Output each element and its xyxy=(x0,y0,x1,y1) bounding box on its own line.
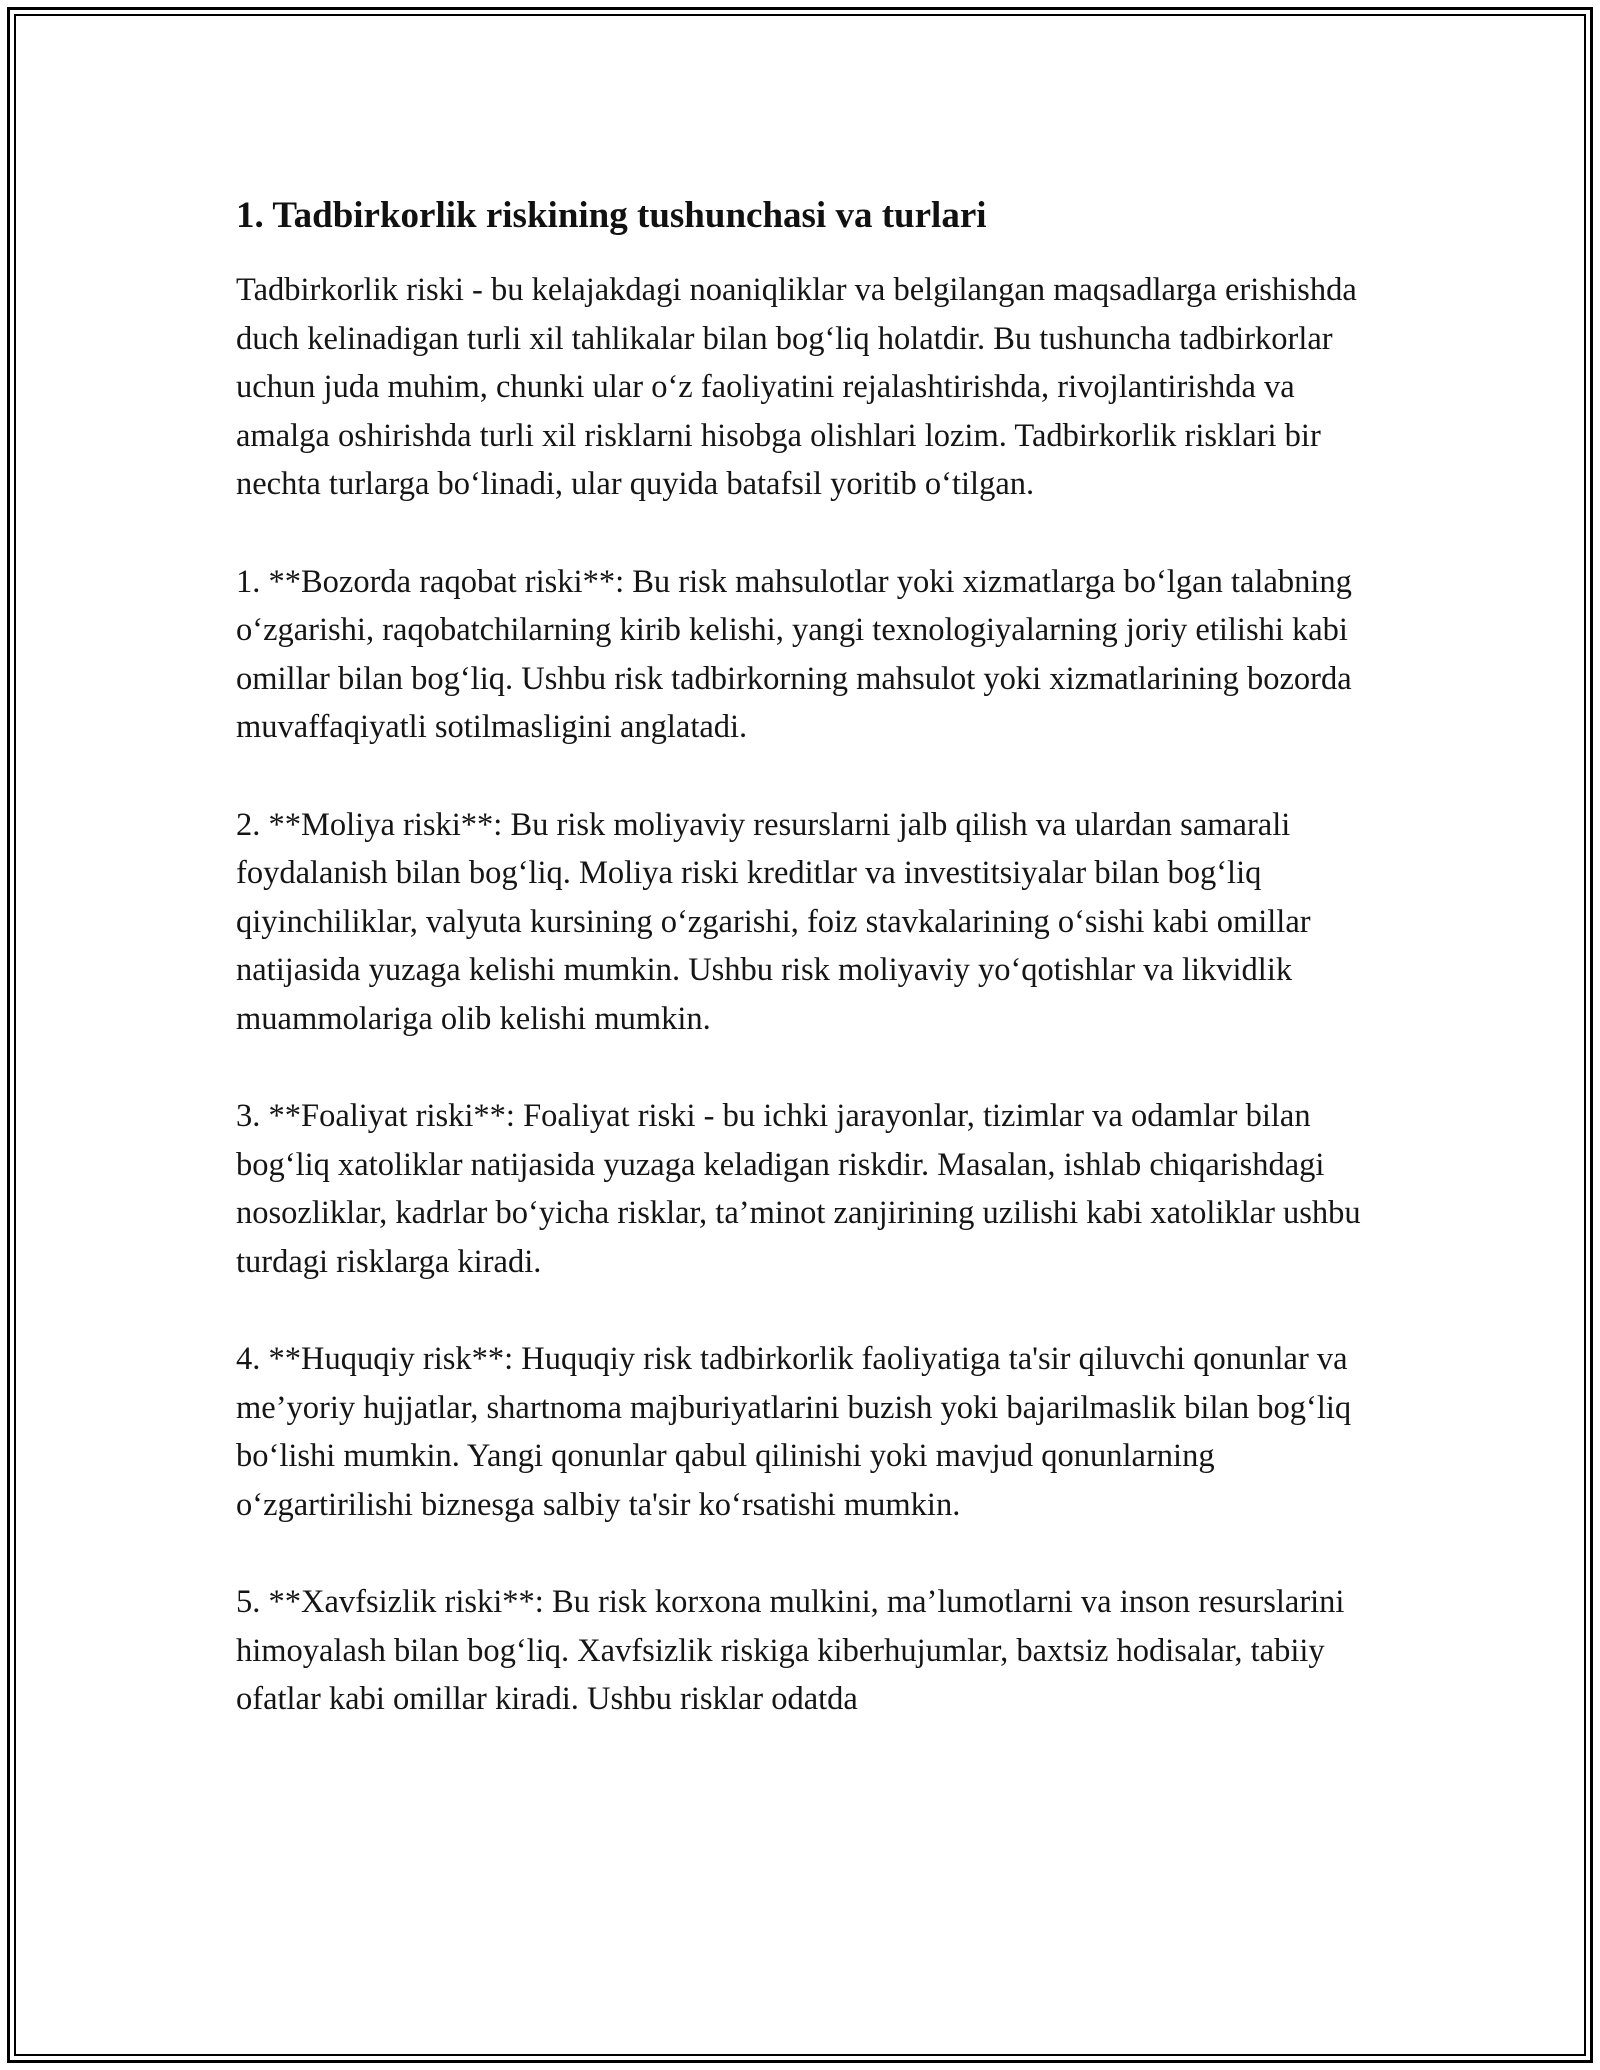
list-item-legal-risk: 4. **Huquqiy risk**: Huquqiy risk tadbirkorlik faoliyatiga ta'sir qiluvchi qonunlar va me’yoriy hujjatlar, shartnoma majburiyatlarini buzish yoki bajarilmaslik bilan bog‘liq bo‘lishi mumkin. Yangi qonunlar qabul qilinishi yoki mavjud qonunlarning o‘zgartirilishi biznesga salbiy ta'sir ko‘rsatishi mumkin. xyxy=(236,1341,1352,1523)
section-heading: 1. Tadbirkorlik riskining tushunchasi va turlari xyxy=(236,195,987,236)
document-body xyxy=(236,180,1376,1724)
list-item-financial-risk: 2. **Moliya riski**: Bu risk moliyaviy resurslarni jalb qilish va ulardan samarali foydalanish bilan bog‘liq. Moliya riski kreditlar va investitsiyalar bilan bog‘liq qiyinchiliklar, valyuta kursining o‘zgarishi, foiz stavkalarining o‘sishi kabi omillar natijasida yuzaga kelishi mumkin. Ushbu risk moliyaviy yo‘qotishlar va likvidlik muammolariga olib kelishi mumkin. xyxy=(236,806,1311,1037)
intro-paragraph: Tadbirkorlik riski - bu kelajakdagi noaniqliklar va belgilangan maqsadlarga erishishda duch kelinadigan turli xil tahlikalar bilan bog‘liq holatdir. Bu tushuncha tadbirkorlar uchun juda muhim, chunki ular o‘z faoliyatini rejalashtirishda, rivojlantirishda va amalga oshirishda turli xil risklarni hisobga olishlari lozim. Tadbirkorlik risklari bir nechta turlarga bo‘linadi, ular quyida batafsil yoritib o‘tilgan. xyxy=(236,272,1357,503)
list-item-operational-risk: 3. **Foaliyat riski**: Foaliyat riski - bu ichki jarayonlar, tizimlar va odamlar bilan bog‘liq xatoliklar natijasida yuzaga keladigan riskdir. Masalan, ishlab chiqarishdagi nosozliklar, kadrlar bo‘yicha risklar, ta’minot zanjirining uzilishi kabi xatoliklar ushbu turdagi risklarga kiradi. xyxy=(236,1098,1361,1280)
list-item-market-competition-risk: 1. **Bozorda raqobat riski**: Bu risk mahsulotlar yoki xizmatlarga bo‘lgan talabning o‘zgarishi, raqobatchilarning kirib kelishi, yangi texnologiyalarning joriy etilishi kabi omillar bilan bog‘liq. Ushbu risk tadbirkorning mahsulot yoki xizmatlarining bozorda muvaffaqiyatli sotilmasligini anglatadi. xyxy=(236,563,1352,746)
list-item-security-risk: 5. **Xavfsizlik riski**: Bu risk korxona mulkini, ma’lumotlarni va inson resurslarini himoyalash bilan bog‘liq. Xavfsizlik riskiga kiberhujumlar, baxtsiz hodisalar, tabiiy ofatlar kabi omillar kiradi. Ushbu risklar odatda xyxy=(236,1584,1345,1718)
